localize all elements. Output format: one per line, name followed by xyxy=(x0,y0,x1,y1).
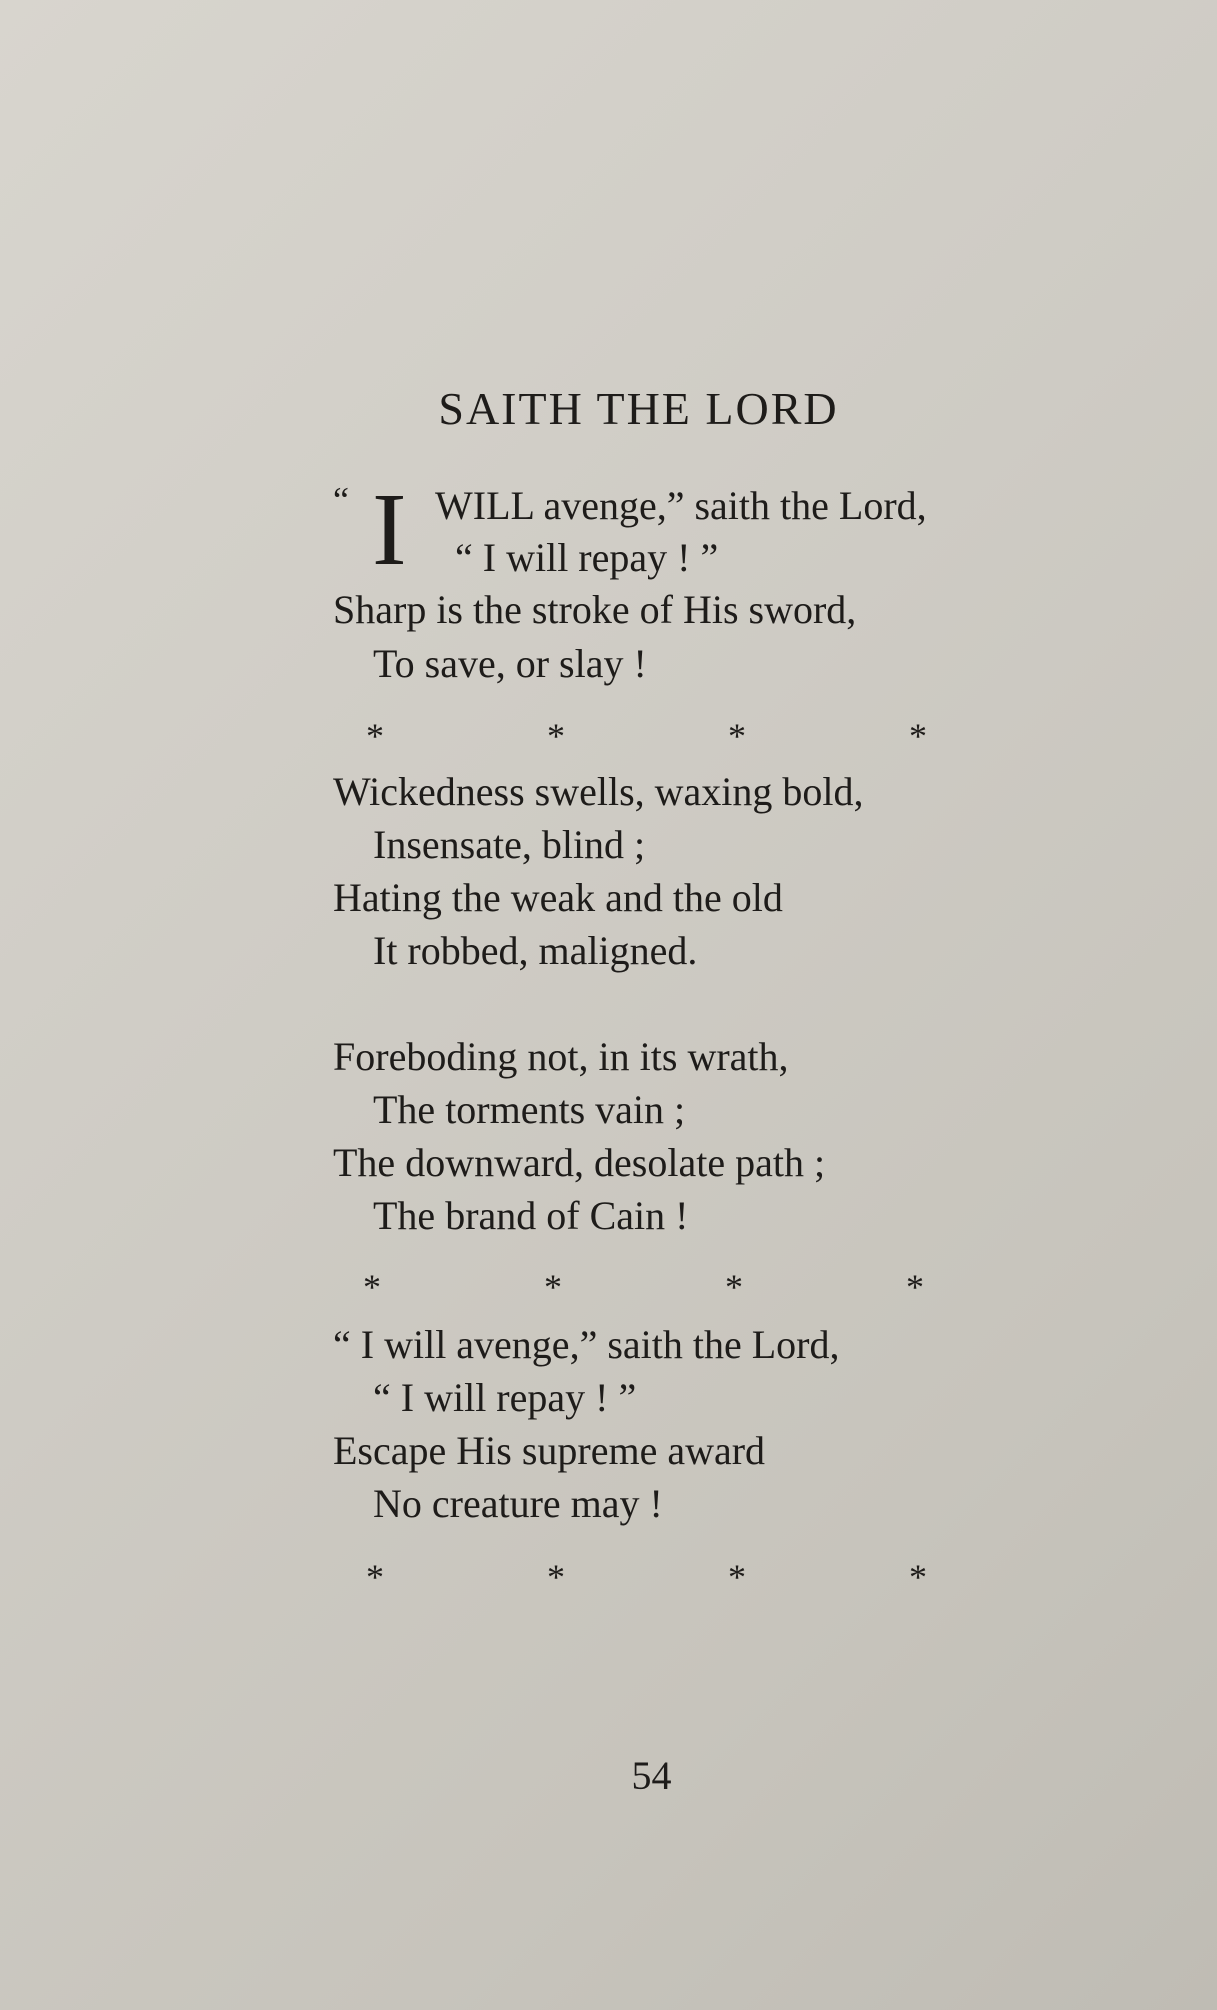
poem-line: “ I will repay ! ” xyxy=(455,535,719,580)
poem-line: “ I will avenge,” saith the Lord, xyxy=(333,1322,840,1367)
page-number: 54 xyxy=(631,1753,672,1798)
poem-line: WILL avenge,” saith the Lord, xyxy=(435,483,927,528)
separator-star: * xyxy=(909,716,927,756)
poem-line: The torments vain ; xyxy=(373,1087,686,1132)
separator-star: * xyxy=(728,716,746,756)
separator-star: * xyxy=(363,1267,381,1307)
separator-star: * xyxy=(725,1267,743,1307)
separator-star: * xyxy=(909,1557,927,1597)
section-separator xyxy=(0,1269,1217,1309)
poem-line: Insensate, blind ; xyxy=(373,822,646,867)
separator-star: * xyxy=(906,1267,924,1307)
separator-star: * xyxy=(366,1557,384,1597)
opening-quote: “ xyxy=(333,480,349,520)
section-separator xyxy=(0,1559,1217,1599)
separator-star: * xyxy=(728,1557,746,1597)
poem-line: “ I will repay ! ” xyxy=(373,1375,637,1420)
drop-cap: I xyxy=(372,472,407,587)
poem-line: Escape His supreme award xyxy=(333,1428,766,1473)
poem-line: It robbed, maligned. xyxy=(373,928,698,973)
poem-line: Wickedness swells, waxing bold, xyxy=(333,769,864,814)
separator-star: * xyxy=(547,716,565,756)
poem-title: SAITH THE LORD xyxy=(438,383,839,434)
separator-star: * xyxy=(547,1557,565,1597)
poem-line: To save, or slay ! xyxy=(373,641,647,686)
section-separator xyxy=(0,718,1217,758)
poem-line: Sharp is the stroke of His sword, xyxy=(333,587,857,632)
poem-line: The brand of Cain ! xyxy=(373,1193,689,1238)
poem-line: Foreboding not, in its wrath, xyxy=(333,1034,789,1079)
poem-line: The downward, desolate path ; xyxy=(333,1140,826,1185)
separator-star: * xyxy=(544,1267,562,1307)
poem-line: Hating the weak and the old xyxy=(333,875,783,920)
separator-star: * xyxy=(366,716,384,756)
poem-line: No creature may ! xyxy=(373,1481,663,1526)
